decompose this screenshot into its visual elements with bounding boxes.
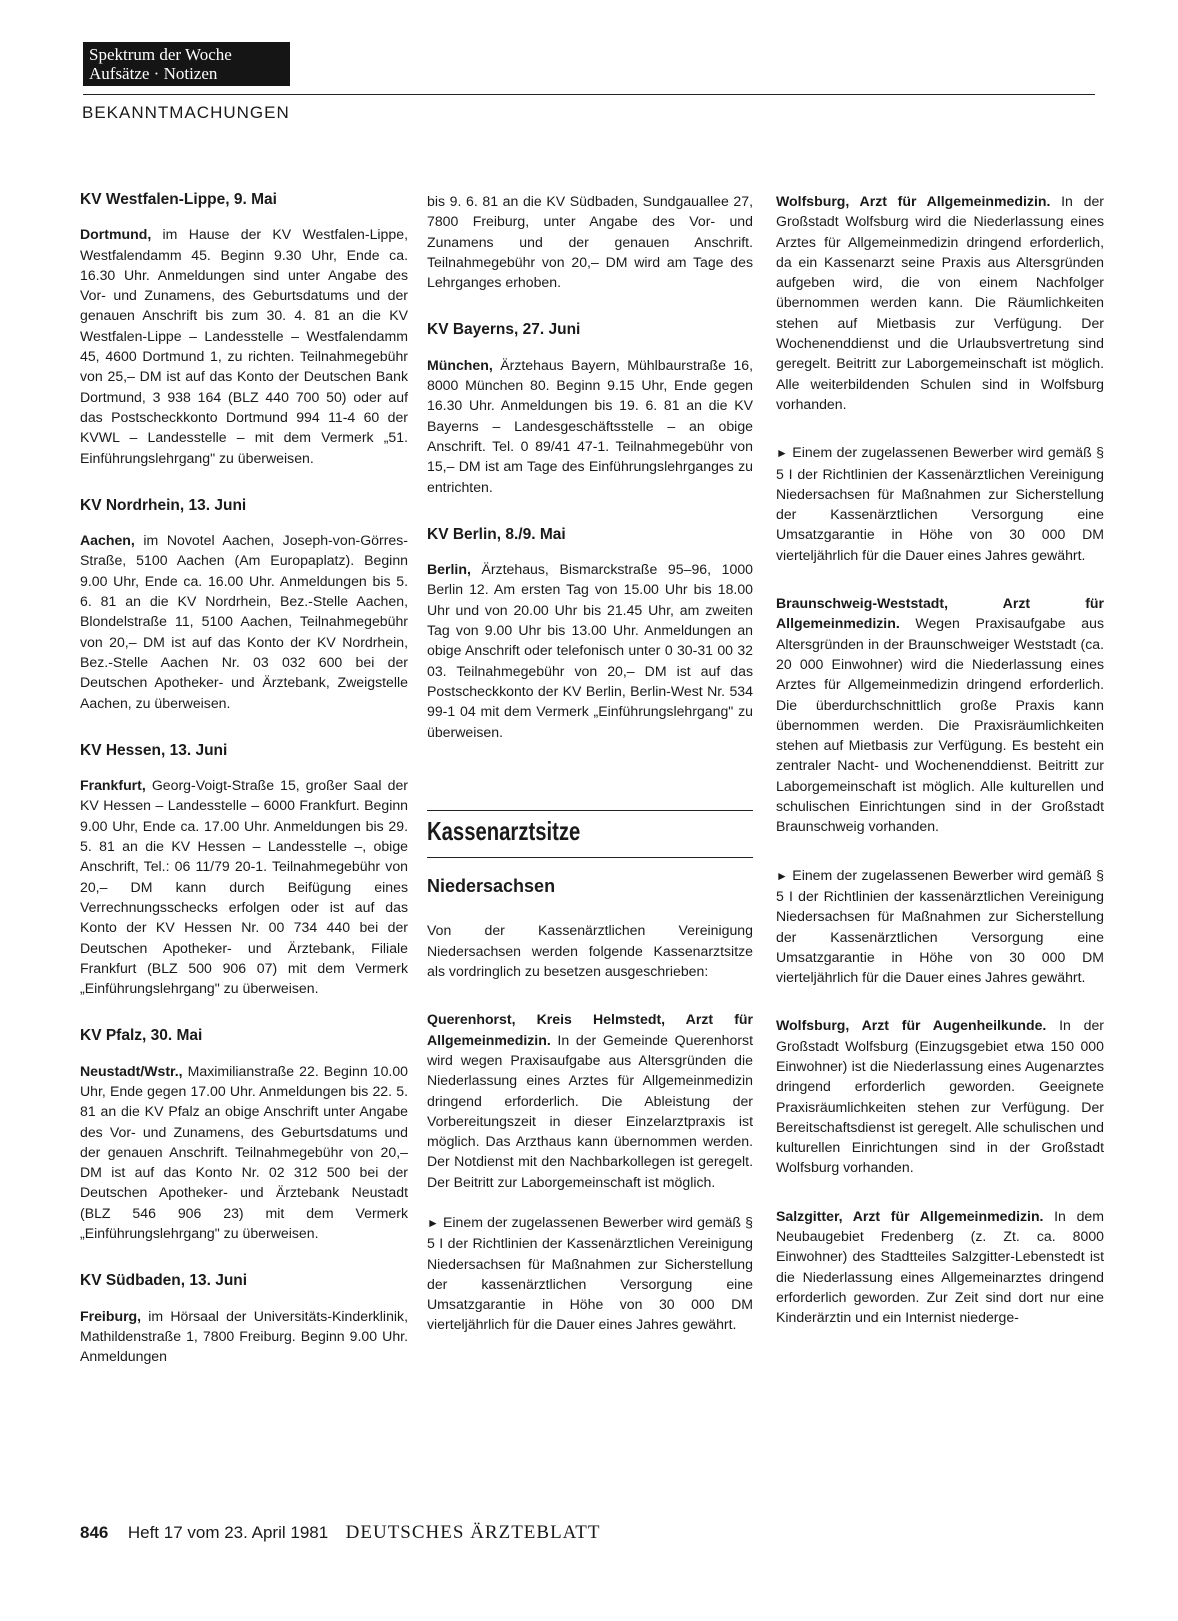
paragraph-berlin bbox=[427, 559, 753, 742]
place-lead: München, bbox=[427, 356, 493, 373]
heading-kv-westfalen: KV Westfalen-Lippe, 9. Mai bbox=[80, 191, 277, 208]
column-1 bbox=[80, 190, 408, 1367]
paragraph-text: Einem der zugelassenen Bewerber wird gemäß § 5 I der Richtlinien der Kassenärztlichen Vereinigung Niedersachsen für Maßnahmen zur Sicherstellung der kassenärztlichen Versorgung eine Umsatzgarantie in Höhe von 30 000 DM vierteljährlich für die Dauer eines Jahres gewährt. bbox=[427, 1213, 753, 1333]
paragraph-aachen bbox=[80, 530, 408, 713]
paragraph-text: im Novotel Aachen, Joseph-von-Görres-Straße, 5100 Aachen (Am Europaplatz). Beginn 9.00 Uhr, Ende ca. 16.00 Uhr. Anmeldungen bis 5. 6. 81 an die KV Nordrhein, Bez.-Stelle Aachen, Blondelstraße 11, 5100 Aachen, Teilnahmegebühr von 20,– DM ist auf das Konto der KV Nordrhein, Bez.-Stelle Aachen Nr. 03 032 600 bei der Deutschen Apotheker- und Ärztebank, Zweigstelle Aachen, zu überweisen. bbox=[80, 532, 408, 711]
paragraph-intro: Von der Kassenärztlichen Vereinigung Niedersachsen werden folgende Kassenarztsitze als vordringlich zu besetzen ausgeschrieben: bbox=[427, 922, 753, 980]
paragraph-text: In der Gemeinde Querenhorst wird wegen Praxisaufgabe aus Altersgründen die Niederlassung eines Arztes für Allgemeinmedizin dringend erforderlich. Die Ableistung der Vorbereitungszeit in dieser Einzelarztpraxis ist möglich. Das Arzthaus kann übernommen werden. Der Notdienst mit den Nachbarkollegen ist geregelt. Der Beitritt zur Laborgemeinschaft ist möglich. bbox=[427, 1031, 753, 1190]
header-rule-left bbox=[83, 94, 290, 95]
paragraph-guarantee bbox=[776, 865, 1104, 988]
listing-lead: Wolfsburg, Arzt für Allgemeinmedizin. bbox=[776, 193, 1051, 209]
heading-kv-suedbaden: KV Südbaden, 13. Juni bbox=[80, 1272, 248, 1290]
region-heading: Niedersachsen bbox=[427, 876, 556, 897]
paragraph-muenchen bbox=[427, 355, 753, 497]
listing-lead: Wolfsburg, Arzt für Augenheilkunde. bbox=[776, 1017, 1047, 1034]
paragraph-wolfsburg-allgemein bbox=[776, 191, 1104, 414]
paragraph-text: Einem der zugelassenen Bewerber wird gemäß § 5 I der Richtlinien der kassenärztlichen Vereinigung Niedersachsen für Maßnahmen zur Sicherstellung der Kassenärztlichen Versorgung eine Umsatzgarantie in Höhe von 30 000 DM vierteljährlich für die Dauer eines Jahres gewährt. bbox=[776, 866, 1104, 986]
place-lead: Freiburg, bbox=[80, 1307, 142, 1324]
paragraph-text: In der Großstadt Wolfsburg (Einzugsgebiet etwa 150 000 Einwohner) ist die Niederlassung eines Augenarztes dringend erforderlich geworden. Geeignete Praxisräumlichkeiten stehen zur Verfügung. Der Bereitschaftsdienst ist geregelt. Alle schulischen und kulturellen Einrichtungen sind in der Großstadt Wolfsburg vorhanden. bbox=[776, 1017, 1104, 1176]
paragraph-guarantee bbox=[776, 442, 1104, 565]
section-brand-box bbox=[83, 42, 290, 86]
place-lead: Aachen, bbox=[80, 532, 135, 549]
paragraph-text: Maximilianstraße 22. Beginn 10.00 Uhr, Ende gegen 17.00 Uhr. Anmeldungen bis 22. 5. 81 an die KV Pfalz an obige Anschrift unter Angabe des Vor- und Zunamens, des Geburtsdatums und der genauen Anschrift. Teilnahmegebühr von 20,– DM ist auf das Konto Nr. 02 312 500 bei der Deutschen Apotheker- und Ärztebank Neustadt (BLZ 546 906 23) mit dem Vermerk „Einführungslehrgang" zu überweisen. bbox=[80, 1062, 408, 1242]
paragraph-salzgitter bbox=[776, 1206, 1104, 1328]
column-2 bbox=[427, 191, 753, 1335]
heading-kv-pfalz: KV Pfalz, 30. Mai bbox=[80, 1027, 203, 1045]
paragraph-braunschweig bbox=[776, 593, 1104, 837]
listing-lead: Salzgitter, Arzt für Allgemeinmedizin. bbox=[776, 1207, 1044, 1224]
page-number: 846 bbox=[80, 1523, 109, 1542]
paragraph-querenhorst bbox=[427, 1009, 753, 1192]
kassenarztsitze-title: Kassenarztsitze bbox=[427, 815, 581, 846]
paragraph-text: Ärztehaus Bayern, Mühlbaurstraße 16, 8000 München 80. Beginn 9.15 Uhr, Ende gegen 16.30 Uhr. Anmeldungen bis 19. 6. 81 an die KV Bayerns – Landesgeschäftsstelle – an obige Anschrift. Tel. 0 89/41 47-1. Teilnahmegebühr von 15,– DM ist am Tage des Einführungslehrganges zu entrichten. bbox=[427, 356, 753, 495]
header-rule bbox=[290, 94, 1095, 95]
issue-info: Heft 17 vom 23. April 1981 bbox=[127, 1523, 329, 1542]
listing-lead: Braunschweig-Weststadt, Arzt für Allgemeinmedizin. bbox=[776, 595, 1104, 632]
triangle-marker-icon: ► bbox=[427, 1215, 439, 1230]
heading-kv-nordrhein: KV Nordrhein, 13. Juni bbox=[80, 496, 247, 514]
paragraph-freiburg-continued: bis 9. 6. 81 an die KV Südbaden, Sundgauallee 27, 7800 Freiburg, unter Angabe des Vor- und Zunamens und der genauen Anschrift. Teilnahmegebühr von 20,– DM wird am Tage des Lehrganges erhoben. bbox=[427, 193, 753, 291]
heading-kv-bayerns: KV Bayerns, 27. Juni bbox=[427, 321, 581, 339]
paragraph-text: In dem Neubaugebiet Fredenberg (z. Zt. ca. 8000 Einwohner) des Stadtteiles Salzgitter-Lebenstedt ist die Niederlassung eines Allgemeinarztes dringend erforderlich geworden. Zur Zeit sind dort nur eine Kinderärztin und ein Internist niederge- bbox=[776, 1207, 1104, 1326]
triangle-marker-icon: ► bbox=[776, 868, 788, 883]
paragraph-text: Ärztehaus, Bismarckstraße 95–96, 1000 Berlin 12. Am ersten Tag von 15.00 Uhr bis 18.00 Uhr und von 20.00 Uhr bis 21.45 Uhr, am zweiten Tag von 9.00 Uhr bis 13.00 Uhr. Anmeldungen an obige Anschrift oder telefonisch unter 0 30-31 00 32 03. Teilnahmegebühr von 20,– DM ist auf das Postscheckkonto der KV Berlin, Berlin-West Nr. 534 99-1 04 mit dem Vermerk „Einführungslehrgang" zu überweisen. bbox=[427, 561, 753, 740]
paragraph-guarantee bbox=[427, 1212, 753, 1335]
paragraph-freiburg bbox=[80, 1306, 408, 1367]
place-lead: Frankfurt, bbox=[80, 777, 146, 794]
paragraph-neustadt bbox=[80, 1061, 408, 1244]
brand-line-1: Spektrum der Woche bbox=[89, 45, 232, 64]
paragraph-dortmund bbox=[80, 224, 408, 468]
listing-lead: Querenhorst, Kreis Helmstedt, Arzt für Allgemeinmedizin. bbox=[427, 1011, 753, 1048]
paragraph-text: Einem der zugelassenen Bewerber wird gemäß § 5 I der Richtlinien der Kassenärztlichen Vereinigung Niedersachsen für Maßnahmen zur Sicherstellung der Kassenärztlichen Versorgung eine Umsatzgarantie in Höhe von 30 000 DM vierteljährlich für die Dauer eines Jahres gewährt. bbox=[776, 444, 1104, 563]
paragraph-text: Wegen Praxisaufgabe aus Altersgründen in der Braunschweiger Weststadt (ca. 20 000 Einwohner) wird die Niederlassung eines Arztes für Allgemeinmedizin dringend erforderlich. Die überdurchschnittlich große Praxis kann übernommen werden. Die Praxisräumlichkeiten stehen auf Mietbasis zur Verfügung. Es besteht ein zentraler Nacht- und Wochenenddienst. Beitritt zur Laborgemeinschaft ist möglich. Alle kulturellen und schulischen Einrichtungen sind in der Großstadt Braunschweig vorhanden. bbox=[776, 615, 1104, 835]
section-title: BEKANNTMACHUNGEN bbox=[82, 103, 290, 122]
brand-line-2: Aufsätze · Notizen bbox=[89, 64, 218, 83]
paragraph-frankfurt bbox=[80, 775, 408, 998]
triangle-marker-icon: ► bbox=[776, 446, 788, 461]
place-lead: Dortmund, bbox=[80, 226, 152, 243]
column-3 bbox=[776, 191, 1104, 1328]
paragraph-text: im Hause der KV Westfalen-Lippe, Westfalendamm 45. Beginn 9.30 Uhr, Ende ca. 16.30 Uhr. Anmeldungen sind unter Angabe des Vor- und Zunamens, des Geburtsdatums und der genauen Anschrift bis zum 30. 4. 81 an die KV Westfalen-Lippe – Landesstelle – Westfalendamm 45, 4600 Dortmund 1, zu richten. Teilnahmegebühr von 25,– DM ist auf das Konto der Deutschen Bank Dortmund, 3 938 164 (BLZ 440 700 50) oder auf das Postscheckkonto Dortmund 994 11-4 60 der KVWL – Landesstelle – mit dem Vermerk „51. Einführungslehrgang" zu überweisen. bbox=[80, 226, 408, 466]
magazine-name: DEUTSCHES ÄRZTEBLATT bbox=[345, 1522, 601, 1543]
heading-kv-berlin: KV Berlin, 8./9. Mai bbox=[427, 525, 566, 543]
heading-kv-hessen: KV Hessen, 13. Juni bbox=[80, 741, 228, 759]
place-lead: Neustadt/Wstr., bbox=[80, 1062, 183, 1079]
place-lead: Berlin, bbox=[427, 561, 471, 578]
paragraph-text: In der Großstadt Wolfsburg wird die Niederlassung eines Arztes für Allgemeinmedizin dringend erforderlich, da ein Kassenarzt seine Praxis aus Altersgründen aufgeben wird, die von einem Nachfolger übernommen werden kann. Die Räumlichkeiten stehen auf Mietbasis zur Verfügung. Der Wochenenddienst und die Urlaubsvertretung sind geregelt. Beitritt zur Laborgemeinschaft ist möglich. Alle weiterbildenden Schulen sind in Wolfsburg vorhanden. bbox=[776, 193, 1104, 412]
page-footer bbox=[80, 1522, 601, 1544]
paragraph-text: im Hörsaal der Universitäts-Kinderklinik, Mathildenstraße 1, 7800 Freiburg. Beginn 9.00 Uhr. Anmeldungen bbox=[80, 1307, 408, 1365]
kassenarztsitze-title-box bbox=[427, 810, 753, 858]
paragraph-wolfsburg-augen bbox=[776, 1015, 1104, 1177]
paragraph-text: Georg-Voigt-Straße 15, großer Saal der KV Hessen – Landesstelle – 6000 Frankfurt. Beginn 9.00 Uhr, Ende ca. 17.00 Uhr. Anmeldungen bis 29. 5. 81 an die KV Hessen – Landesstelle –, obige Anschrift, Tel.: 06 11/79 20-1. Teilnahmegebühr von 20,– DM kann durch Beifügung eines Verrechnungsschecks erfolgen oder ist auf das Konto der KV Hessen Nr. 00 734 440 bei der Deutschen Apotheker- und Ärztebank, Filiale Frankfurt (BLZ 500 906 07) mit dem Vermerk „Einführungslehrgang" zu überweisen. bbox=[80, 777, 408, 997]
